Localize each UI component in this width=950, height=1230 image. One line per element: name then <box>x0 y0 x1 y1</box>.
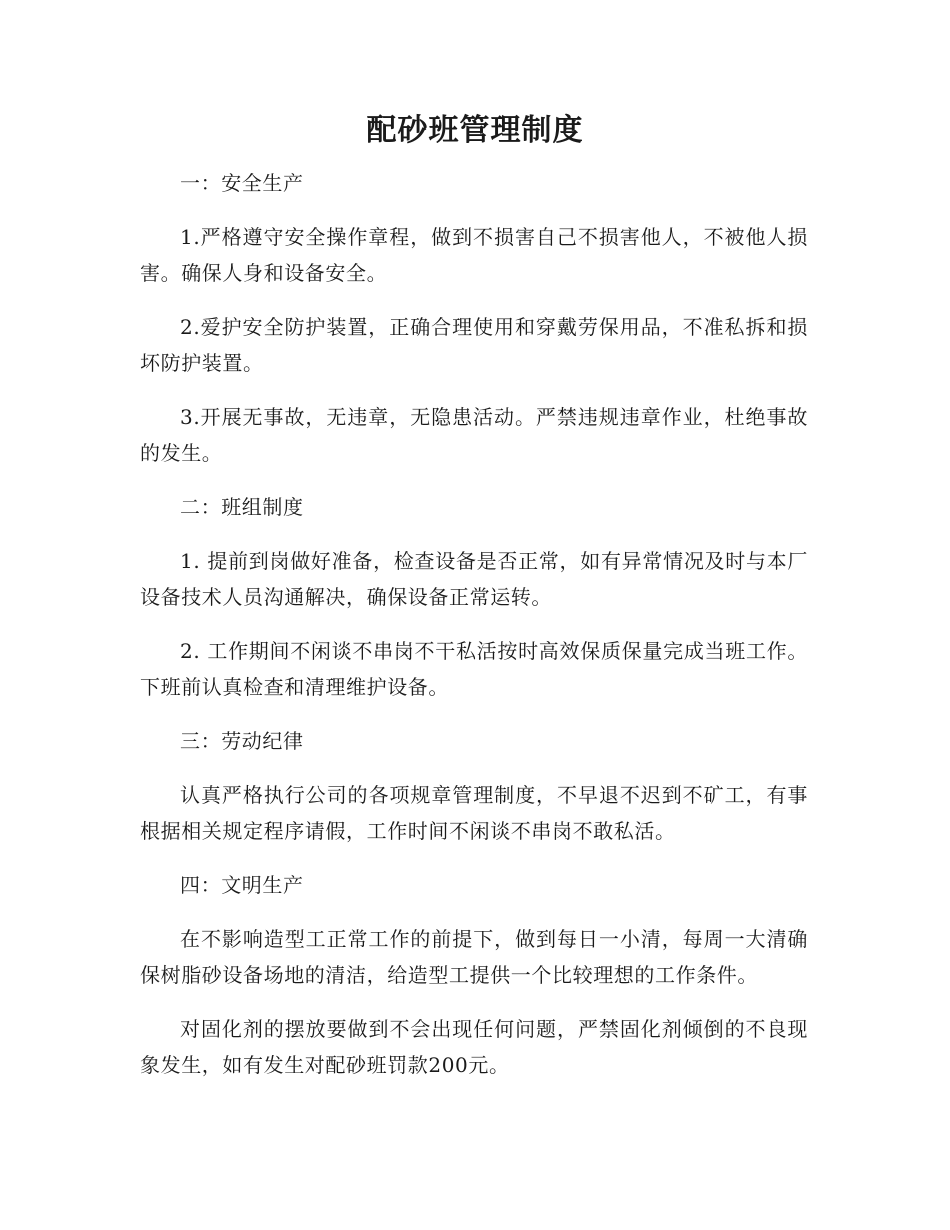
paragraph-team-1: 1. 提前到岗做好准备，检查设备是否正常，如有异常情况及时与本厂设备技术人员沟通解决，确保设备正常运转。 <box>140 549 808 609</box>
paragraph-safety-1: 1.严格遵守安全操作章程，做到不损害自己不损害他人，不被他人损害。确保人身和设备安全。 <box>140 225 808 285</box>
section-heading-civilized: 四：文明生产 <box>180 873 304 897</box>
paragraph-team-2: 2. 工作期间不闲谈不串岗不干私活按时高效保质保量完成当班工作。下班前认真检查和清理维护设备。 <box>140 639 808 699</box>
paragraph-civilized-1: 在不影响造型工正常工作的前提下，做到每日一小清，每周一大清确保树脂砂设备场地的清洁，给造型工提供一个比较理想的工作条件。 <box>140 927 808 987</box>
document-body <box>140 165 808 1083</box>
section-heading-team: 二：班组制度 <box>180 495 304 519</box>
paragraph-safety-2: 2.爱护安全防护装置，正确合理使用和穿戴劳保用品，不准私拆和损坏防护装置。 <box>140 315 808 375</box>
document-title: 配砂班管理制度 <box>366 113 584 148</box>
paragraph-civilized-2: 对固化剂的摆放要做到不会出现任何问题，严禁固化剂倾倒的不良现象发生，如有发生对配砂班罚款200元。 <box>140 1017 808 1077</box>
section-heading-safety: 一：安全生产 <box>180 171 304 195</box>
paragraph-safety-3: 3.开展无事故，无违章，无隐患活动。严禁违规违章作业，杜绝事故的发生。 <box>140 405 808 465</box>
paragraph-discipline: 认真严格执行公司的各项规章管理制度，不早退不迟到不矿工，有事根据相关规定程序请假，工作时间不闲谈不串岗不敢私活。 <box>140 783 808 843</box>
section-heading-discipline: 三：劳动纪律 <box>180 729 304 753</box>
